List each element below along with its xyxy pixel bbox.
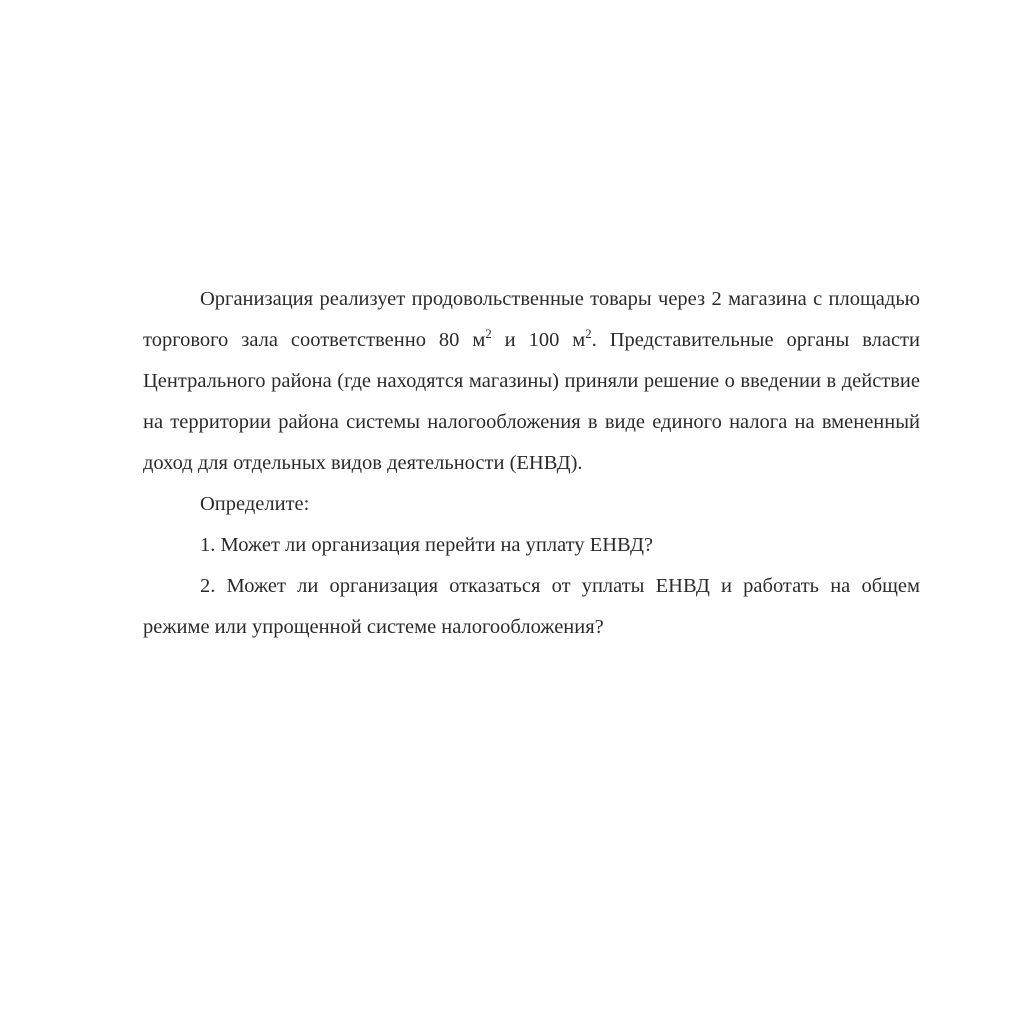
- square-meter-superscript-2: 2: [585, 327, 592, 342]
- paragraph-intro: [143, 279, 920, 484]
- paragraph-question-2: 2. Может ли организация отказаться от уплаты ЕНВД и работать на общем режиме или упрощенной системе налогообложения?: [143, 575, 920, 638]
- square-meter-superscript-1: 2: [485, 327, 492, 342]
- paragraph-prompt: Определите:: [200, 493, 310, 515]
- intro-text-part-3: . Представительные органы власти Центрального района (где находятся магазины) приняли решение о введении в действие на территории района системы налогообложения в виде единого налога на вмененный доход для отдельных видов деятельности (ЕНВД).: [143, 329, 920, 474]
- intro-text-part-1: Организация реализует продовольственные товары через 2 магазина с площадью торгового зала соответственно 80 м: [143, 288, 920, 351]
- document-text-body: [143, 279, 920, 648]
- intro-text-part-2: и 100 м: [491, 329, 586, 351]
- paragraph-question-1: 1. Может ли организация перейти на уплату ЕНВД?: [200, 534, 654, 556]
